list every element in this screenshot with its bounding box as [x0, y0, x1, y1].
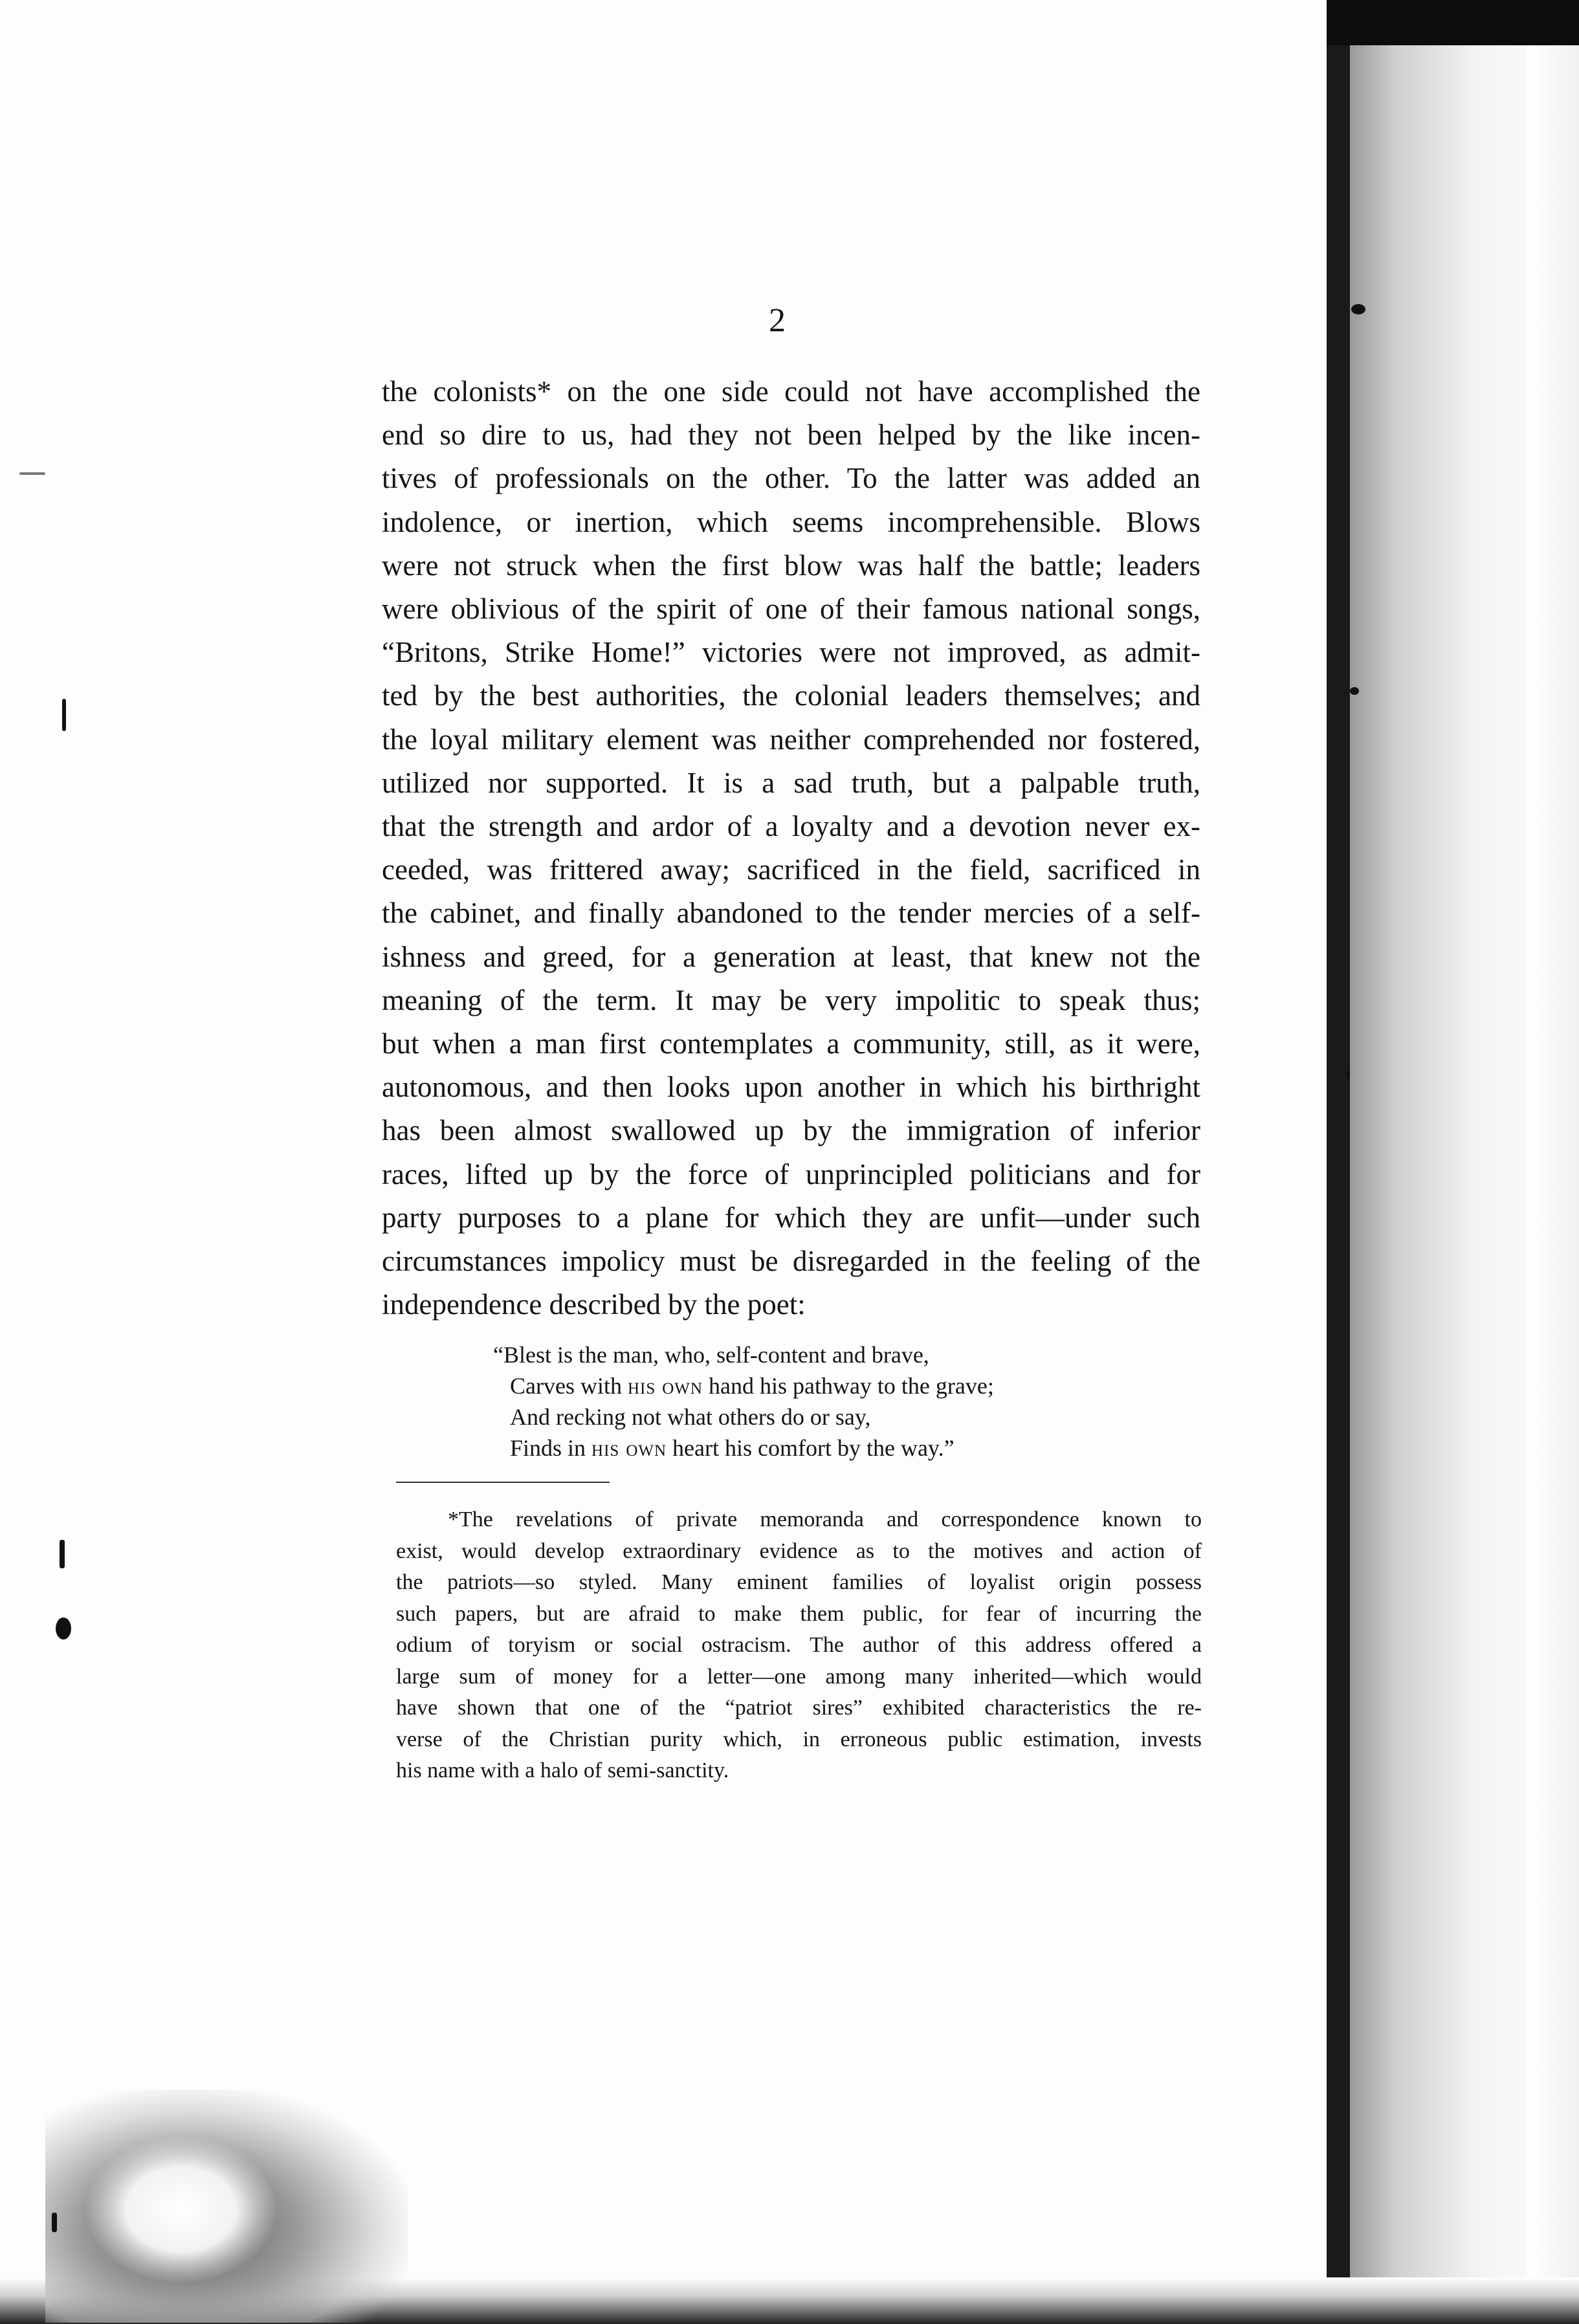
book-spine-shadow — [1327, 0, 1350, 2324]
poem-quotation — [493, 1339, 994, 1463]
poem-text: hand his pathway to the grave; — [702, 1373, 994, 1399]
body-line: autonomous, and then looks upon another in which his birthright — [382, 1071, 1200, 1104]
footnote-line: such papers, but are afraid to make them public, for fear of incurring the — [396, 1601, 1202, 1626]
poem-text: heart his comfort by the way.” — [667, 1435, 955, 1461]
body-line: races, lifted up by the force of unprincipled politicians and for — [382, 1157, 1200, 1190]
scan-speck — [1351, 304, 1365, 314]
body-line: were not struck when the first blow was half the battle; leaders — [382, 549, 1200, 582]
body-line: “Britons, Strike Home!” victories were not improved, as admit- — [382, 636, 1200, 669]
poem-line — [493, 1432, 994, 1463]
scan-speck — [1350, 687, 1359, 695]
footnote-line: have shown that one of the “patriot sires” exhibited characteristics the re- — [396, 1696, 1202, 1720]
scan-speck — [1346, 1070, 1350, 1079]
footnote-line: his name with a halo of semi-sanctity. — [396, 1759, 729, 1782]
top-dark-band — [1327, 0, 1579, 45]
body-line: circumstances impolicy must be disregarded in the feeling of the — [382, 1245, 1200, 1278]
body-line: has been almost swallowed up by the immigration of inferior — [382, 1114, 1200, 1147]
poem-text: Carves with — [510, 1373, 628, 1399]
poem-line — [493, 1370, 994, 1401]
footnote-divider — [396, 1482, 610, 1483]
poem-emphasis: his own — [627, 1373, 703, 1399]
poem-line: “Blest is the man, who, self-content and brave, — [493, 1342, 929, 1368]
poem-line: And recking not what others do or say, — [510, 1404, 871, 1430]
body-line: the loyal military element was neither comprehended nor fostered, — [382, 723, 1200, 756]
body-line: end so dire to us, had they not been helped by the like incen- — [382, 419, 1200, 452]
poem-emphasis: his own — [591, 1435, 667, 1461]
footnote-line: odium of toryism or social ostracism. The author of this address offered a — [396, 1633, 1202, 1657]
body-line: indolence, or inertion, which seems incomprehensible. Blows — [382, 505, 1200, 538]
body-line: tives of professionals on the other. To the latter was added an — [382, 462, 1200, 495]
footnote — [396, 1504, 1202, 1787]
footnote-line: exist, would develop extraordinary evidence as to the motives and action of — [396, 1539, 1202, 1563]
footnote-line: *The revelations of private memoranda and correspondence known to — [448, 1507, 1202, 1531]
body-line: party purposes to a plane for which they are unfit—under such — [382, 1201, 1200, 1234]
body-line: that the strength and ardor of a loyalty and a devotion never ex- — [382, 810, 1200, 843]
footnote-line: large sum of money for a letter—one among many inherited—which would — [396, 1664, 1202, 1689]
scan-speck — [56, 1617, 71, 1639]
body-line: ted by the best authorities, the colonial leaders themselves; and — [382, 679, 1200, 712]
footnote-line: the patriots—so styled. Many eminent families of loyalist origin possess — [396, 1570, 1202, 1594]
body-line: ishness and greed, for a generation at least, that knew not the — [382, 940, 1200, 973]
page-number: 2 — [769, 302, 786, 339]
footnote-line: verse of the Christian purity which, in erroneous public estimation, invests — [396, 1727, 1202, 1751]
body-line: utilized nor supported. It is a sad truth, but a palpable truth, — [382, 766, 1200, 799]
scan-speck — [52, 2213, 57, 2232]
scan-speck — [60, 1540, 65, 1568]
poem-text: Finds in — [510, 1435, 592, 1461]
body-line: the colonists* on the one side could not have accomplished the — [382, 375, 1200, 408]
body-line: meaning of the term. It may be very impolitic to speak thus; — [382, 983, 1200, 1016]
body-line: but when a man first contemplates a community, still, as it were, — [382, 1027, 1200, 1060]
body-paragraph — [382, 370, 1200, 1326]
scan-speck — [19, 472, 45, 475]
body-line: the cabinet, and finally abandoned to the tender mercies of a self- — [382, 897, 1200, 930]
adjacent-page-margin — [1527, 0, 1579, 2324]
body-line: were oblivious of the spirit of one of their famous national songs, — [382, 593, 1200, 626]
scan-speck — [62, 699, 66, 731]
page-corner-highlight — [84, 2135, 278, 2284]
body-line: ceeded, was frittered away; sacrificed in the field, sacrificed in — [382, 853, 1200, 886]
body-line: independence described by the poet: — [382, 1288, 806, 1321]
